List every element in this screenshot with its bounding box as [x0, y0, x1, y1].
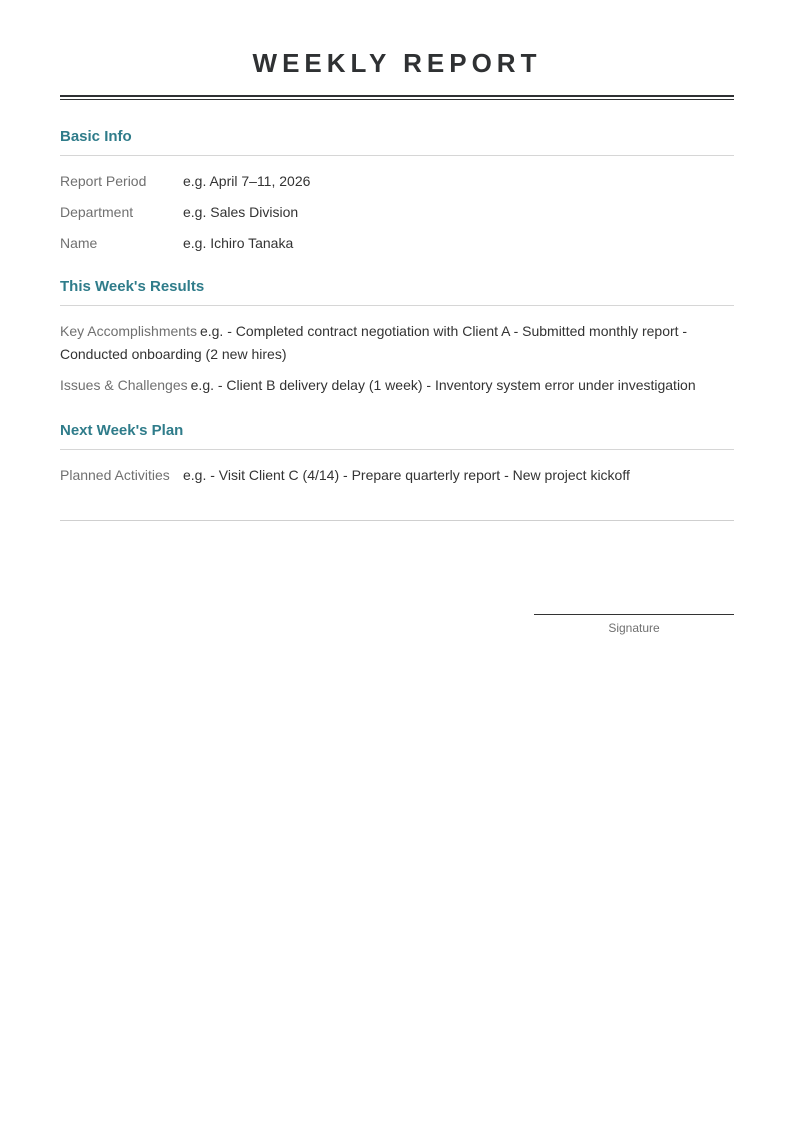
issues-challenges-row — [60, 374, 734, 397]
signature-label: Signature — [608, 621, 660, 635]
footer-divider — [60, 520, 734, 521]
issues-challenges-value: e.g. - Client B delivery delay (1 week) - Inventory system error under investigation — [190, 377, 696, 393]
plan-heading: Next Week's Plan — [60, 421, 734, 450]
planned-activities-value: e.g. - Visit Client C (4/14) - Prepare quarterly report - New project kickoff — [183, 467, 630, 483]
plan-rows — [60, 450, 734, 487]
report-page — [60, 0, 734, 521]
basic-info-heading: Basic Info — [60, 127, 734, 156]
title-divider — [60, 95, 734, 100]
page-title: WEEKLY REPORT — [252, 48, 542, 78]
results-rows — [60, 306, 734, 397]
department-label: Department — [60, 204, 134, 220]
department-value: e.g. Sales Division — [183, 204, 299, 220]
name-label: Name — [60, 235, 98, 251]
name-value: e.g. Ichiro Tanaka — [183, 235, 294, 251]
name-row — [60, 232, 734, 255]
results-section — [60, 277, 734, 397]
basic-info-rows — [60, 156, 734, 255]
basic-info-section — [60, 127, 734, 255]
report-period-value: e.g. April 7–11, 2026 — [183, 173, 311, 189]
planned-activities-row — [60, 464, 734, 487]
results-heading: This Week's Results — [60, 277, 734, 306]
key-accomplishments-row — [60, 320, 734, 366]
department-row — [60, 201, 734, 224]
key-accomplishments-label: Key Accomplishments — [60, 323, 197, 339]
report-period-label: Report Period — [60, 173, 147, 189]
key-accomplishments-value: e.g. - Completed contract negotiation with Client A - Submitted monthly report - Conducted onboarding (2 new hires) — [60, 323, 688, 362]
signature-block — [534, 614, 734, 635]
plan-section — [60, 421, 734, 487]
signature-line — [534, 614, 734, 615]
report-period-row — [60, 170, 734, 193]
issues-challenges-label: Issues & Challenges — [60, 377, 188, 393]
planned-activities-label: Planned Activities — [60, 467, 170, 483]
